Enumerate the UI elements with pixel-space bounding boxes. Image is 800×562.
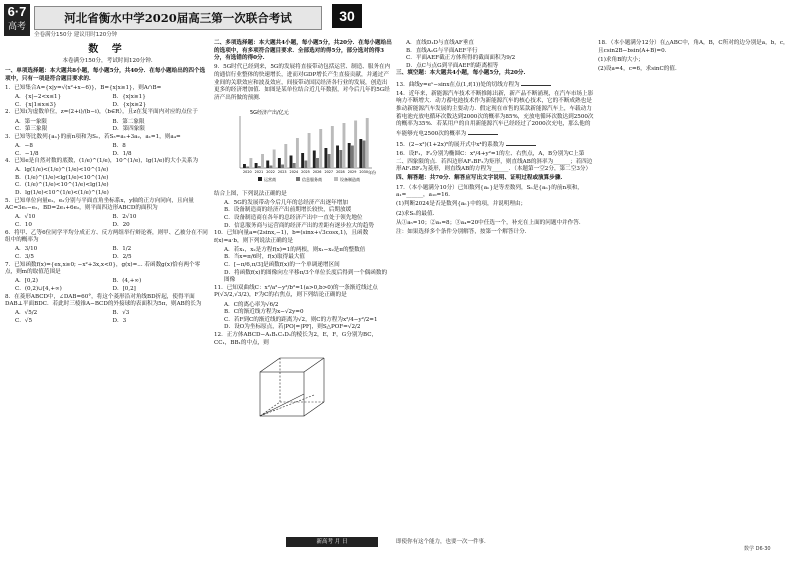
question-15: [396, 140, 594, 150]
bar: [255, 163, 258, 168]
x-tick-label: 2024: [289, 169, 299, 174]
x-tick-label: 2020: [243, 169, 252, 174]
exam-note: 本卷满分150分，考试时间120分钟.: [62, 57, 153, 64]
question-11: 11．已知双曲线C：x²/a²−y²/b²=1(a>0,b>0)的一条渐近线过点P(√3/2,√3/2)，F为C的右焦点，则下列结论正确的是: [214, 284, 378, 299]
question-18-part-2: (2)设a=4，c=6，求sinC的值.: [598, 65, 677, 72]
option: A．3/10: [15, 246, 38, 253]
options-1: [5, 94, 210, 109]
bar: [243, 164, 246, 168]
option: A．若x₁，x₂是方程f(x)=1的两根，则x₁−x₂是π的整数倍: [224, 246, 366, 253]
option: A．[0,2): [15, 278, 38, 285]
bar: [266, 160, 269, 168]
x-tick-label: 2030: [359, 169, 369, 174]
bar: [339, 150, 342, 168]
option: C．(0,2)∪[4,+∞): [15, 285, 62, 292]
bar: [336, 145, 339, 168]
cube-diagram: [254, 352, 334, 422]
bar: [363, 140, 366, 168]
cube-edge: [304, 358, 324, 372]
bar: [278, 158, 281, 168]
option: B．C的渐近线方程为x−√2y=0: [224, 309, 304, 316]
x-tick-label: 2028: [336, 169, 345, 174]
question-2: 2．已知i为虚数单位，z=(2+i)/(b−i)，（b∈R），且z在复平面内对应的点位于: [5, 109, 198, 116]
bar: [354, 120, 357, 168]
bar: [261, 154, 264, 168]
question-18-part-1: (1)求角B的大小；: [598, 56, 644, 63]
question-17: 17．（本小题满分10分）已知数列{aₙ}是等差数列，Sₙ是{aₙ}的前n项和，a₁=______，a₁₀=16．: [396, 184, 583, 199]
option: B．8: [112, 142, 126, 149]
option: D．2/5: [112, 254, 132, 260]
legend-label: 信息服务商: [302, 176, 322, 182]
cube-front-face: [260, 372, 304, 416]
option: C．设备制造商在各年的总经济产出中一直处于领先地位: [224, 214, 363, 221]
answer-blank: [468, 129, 498, 135]
x-tick-label: 2026: [312, 169, 322, 174]
cube-hidden-edge: [260, 402, 280, 416]
bar: [258, 166, 261, 168]
question-1: 1．已知集合A={x|y=√(x²+x−6)}，B={x|x≥1}，则A∩B=: [5, 84, 162, 91]
option: D．将函数f(x)的图像向左平移π/3个单位长度后得到一个偶函数的图像: [224, 269, 388, 284]
option: C．−1/8: [15, 150, 39, 157]
question-10: 10．已知向量a=(2sinx,−1)，b=(sinx+√3cosx,1)，且函数f(x)=a·b，则下列说法正确的是: [214, 230, 369, 244]
section-line: [260, 395, 314, 416]
bar: [324, 148, 327, 168]
bar: [308, 133, 311, 168]
option: C．10: [15, 222, 32, 229]
option: B．1/2: [112, 246, 132, 253]
answer-blank: [506, 140, 536, 146]
logo-text: 高考: [7, 21, 26, 31]
option: B．第二象限: [112, 118, 145, 125]
question-13: [396, 80, 594, 90]
section-heading: 三、填空题：本大题共4小题，每小题5分，共20分.: [396, 70, 526, 77]
option: B．当x=π/6时，f(x)取得最大值: [224, 254, 306, 261]
option: A．√5/2: [15, 310, 38, 317]
option: D．信息服务商与运营商的经济产出的差距有逐步拉大的趋势: [224, 222, 374, 229]
x-tick-label: 2029: [347, 169, 357, 174]
bar: [348, 143, 351, 168]
option: C．平面AEF截正方体所得的截面面积为9/2: [406, 55, 516, 62]
column-4: [598, 40, 794, 75]
bar: [304, 160, 307, 168]
bar: [246, 166, 249, 168]
question-15-text: 15．(2−x²)(1+2x)⁵的展开式中x⁴的系数为: [396, 141, 505, 148]
option: C．{x|1≤x≤3}: [15, 101, 57, 108]
question-4: 4．已知e是自然对数的底数，(1/e)^(1/e)，10^(1/e)，lg(1/e)的大小关系为: [5, 158, 199, 165]
option: A．lg(1/e)<(1/e)^(1/e)<10^(1/e): [15, 167, 109, 174]
option: B．(4,+∞): [112, 278, 142, 285]
option: B．直线A₁G与平面AEF平行: [406, 47, 478, 54]
option: C．[−π/6,π/3]是函数f(x)的一个单调递增区间: [224, 262, 340, 269]
option: C．√5: [15, 317, 32, 324]
option: A．√10: [15, 214, 36, 221]
bar: [331, 126, 334, 168]
column-3: [396, 40, 594, 238]
cube-edge: [260, 358, 280, 372]
x-tick-label: 2025: [301, 169, 310, 174]
question-17-part-1: (1)判断2024是否是数列{aₙ}中的项，并说明理由；: [396, 201, 527, 208]
option: D．第四象限: [112, 126, 145, 133]
x-tick-label: 2022: [266, 169, 275, 174]
bar: [359, 139, 362, 168]
option: D．设O为坐标原点，若|PO|=|PF|，则S△POF=√2/2: [224, 324, 361, 331]
option: A．第一象限: [15, 118, 48, 125]
question-16: 16．设F₁，F₂分别为椭圆C：x²/4+y²=1的左、右焦点，A，B分别为C上第二、四象限的点．若四边形AF₁BF₂为矩形，则直线AB的斜率为______；若四边形AF₁BF₂为菱形，则直线AB的方程为______．（本题第一空2分，第二空3分）: [396, 151, 593, 173]
brand-logo: [4, 4, 30, 36]
bar: [290, 155, 293, 168]
bar: [351, 145, 354, 168]
question-17-part-2: (2)求Sₙ的最值.: [396, 210, 435, 217]
legend-label: 设备制造商: [340, 176, 360, 182]
option: A．{x|−2<x≤1}: [15, 94, 62, 101]
options-6: [5, 246, 210, 261]
subject-title: 数 学: [88, 44, 127, 55]
x-tick-label: 2027: [324, 169, 334, 174]
question-6: 6．将甲、乙等6位同学平均分成正方、反方两组举行辩论赛，则甲、乙被分在不同组中的概率为: [5, 229, 208, 244]
question-5: 5．已知单位向量e₁，e₂分别与平面直角坐标系x，y轴的正方向同向，且向量AC=3e₁−e₂，BD=2e₁+6e₂，则平面四边形ABCD的面积为: [5, 197, 194, 212]
footer-date-box: 新高考 月 日: [286, 537, 378, 547]
bars-group: [243, 118, 369, 168]
option: A．5G的发展带动今后几年的总经济产出逐年增加: [224, 199, 348, 206]
bar: [269, 165, 272, 168]
legend-label: 运营商: [264, 176, 276, 182]
exam-subtitle: 全卷满分150分 建议用时120分钟: [34, 32, 118, 38]
section-heading: 四、解答题：共70分．解答应写出文字说明、证明过程或演算步骤.: [396, 175, 563, 182]
5g-output-bar-chart: [220, 106, 380, 184]
x-ticks-group: [243, 170, 368, 174]
bar: [319, 129, 322, 168]
bar: [343, 123, 346, 168]
section-heading: 一、单项选择题：本大题共8小题，每小题5分，共40分．在每小题给出的四个选项中，只有一项是符合题目要求的.: [5, 68, 206, 82]
bar: [293, 163, 296, 168]
x-axis-label: 年份: [368, 169, 376, 175]
page-number: 数学 D6·30: [744, 546, 771, 552]
bar: [281, 164, 284, 168]
option: D．1/8: [112, 150, 132, 157]
cube-edge: [304, 402, 324, 416]
options-7: [5, 278, 210, 293]
options-8: [5, 310, 210, 325]
footer-slogan: 即使你有这个能力，也要一次一件事.: [396, 539, 486, 545]
bar: [273, 149, 276, 168]
option: B．(1/e)^(1/e)<lg(1/e)<10^(1/e): [15, 174, 109, 181]
exam-title: 河北省衡水中学2020届高三第一次联合考试: [34, 6, 322, 30]
option: B．√3: [112, 310, 130, 317]
chart-question-stem: 结合上图，下列说法正确的是: [214, 190, 287, 197]
bar: [313, 150, 316, 168]
section-line: [260, 394, 304, 416]
bar: [328, 154, 331, 168]
column-2: [214, 40, 392, 425]
answer-blank: [521, 80, 551, 86]
question-17-note: 注：如果选择多个条件分别解答，按第一个解答计分.: [396, 229, 527, 235]
exam-number-badge: 30: [332, 4, 362, 28]
option: D．点C与点G到平面AEF的距离相等: [406, 62, 499, 69]
option: B．设备制造商的经济产出前期增长较快，后期放缓: [224, 207, 352, 214]
options-3: [5, 143, 210, 158]
x-tick-label: 2023: [277, 169, 287, 174]
legend-swatch: [334, 177, 338, 181]
bar: [366, 118, 369, 168]
option: D．20: [112, 222, 130, 229]
x-tick-label: 2021: [254, 169, 264, 174]
question-14-text: 14．近年来，新能源汽车技术不断推陈出新，新产品不断涌现，在汽车市场上影响力不断增大．动力蓄电池技术作为新能源汽车的核心技术，它的不断成熟也是推动新能源汽车发展的主要动力．假定现在市售的某款新能源汽车上，车载动力蓄电池充放电循环次数达到2000次的概率为85%，充放电循环次数达到2500次的概率为35%．若某用户的自用新能源汽车已经经过了2000次充电，那么他的车能够充电2500次的概率为: [396, 90, 594, 137]
bar: [316, 158, 319, 168]
option: D．3: [112, 317, 127, 324]
options-2: [5, 119, 210, 134]
option: C．若F到C的渐近线的距离为√2，则C的方程为x²/4−y²/2=1: [224, 316, 378, 323]
option: B．2√10: [112, 214, 137, 221]
question-3: 3．已知等比数列{aₙ}的前n项和为Sₙ，若S₃=a₁+3a₂，a₁=1，则a₄=: [5, 133, 181, 140]
option: C．(1/e)^(1/e)<10^(1/e)<lg(1/e): [15, 182, 109, 189]
question-9: 9．5G时代已经到来，5G的发展将直接带动包括运营、制造、服务在内的通信行业整体的快速增长，进而对GDP增长产生直接贡献，并通过产业间的关联效应和波及效应，间接带动国民经济各行业的发展，创造出更多的经济增加值．如图是某单位结合近几年数据，对今后几年的5G经济产出所做的预测.: [214, 64, 391, 101]
question-8: 8．在菱形ABCD中，∠DAB=60°，将这个菱形沿对角线BD折起，使得平面DAB⊥平面BDC．若此时三棱锥A−BCD的外接球的表面积为5π，则AB的长为: [5, 293, 202, 308]
option: A．C的离心率为√6/2: [224, 301, 279, 308]
question-7: 7．已知函数f(x)={ex,x≥0; −x²+3x,x<0}，g(x)=... 若函数g(x)恰有两个零点，则m的取值范围是: [5, 261, 201, 276]
option: A．−8: [15, 142, 33, 149]
question-18: 18．（本小题满分12分）在△ABC中，角A，B，C所对的边分别是a，b，c，且csin2B−bsin(A+B)=0．: [598, 40, 789, 54]
question-17-conditions: 从①a₅=10；②a₂=8；③a₄=20中任选一个，补充在上面的问题中并作答.: [396, 219, 581, 226]
option: C．3/5: [15, 254, 34, 260]
chart-title: 5G经济产出/亿元: [250, 109, 289, 116]
column-1: [5, 40, 210, 326]
option: D．[0,2]: [112, 285, 136, 292]
option: A．直线D₁D与直线AF垂直: [406, 40, 474, 46]
options-5: [5, 214, 210, 229]
option: C．第三象限: [15, 126, 48, 133]
option: D．lg(1/e)<10^(1/e)<(1/e)^(1/e): [15, 190, 109, 197]
bar: [284, 144, 287, 168]
option: D．{x|x≥2}: [112, 101, 147, 108]
legend-swatch: [296, 177, 300, 181]
legend-swatch: [258, 177, 262, 181]
chart-legend: [258, 176, 360, 182]
question-14: [396, 91, 594, 139]
bar: [249, 158, 252, 168]
section-heading: 二、多项选择题：本大题共4小题，每小题5分，共20分．在每小题给出的选项中，有多项符合题目要求．全部选对的得5分，部分选对的得3分，有选错的得0分.: [214, 40, 392, 62]
question-13-text: 13．曲线y=eˣ−sinx在点(1,f(1))处的切线方程为: [396, 81, 520, 88]
bar: [301, 153, 304, 168]
logo-number: 6·7: [7, 4, 27, 19]
question-12: 12．正方体ABCD−A₁B₁C₁D₁的棱长为2，E，F，G分别为BC，CC₁，BB₁的中点，则: [214, 332, 378, 346]
bar: [296, 138, 299, 168]
option: B．{x|x≥1}: [112, 94, 146, 101]
